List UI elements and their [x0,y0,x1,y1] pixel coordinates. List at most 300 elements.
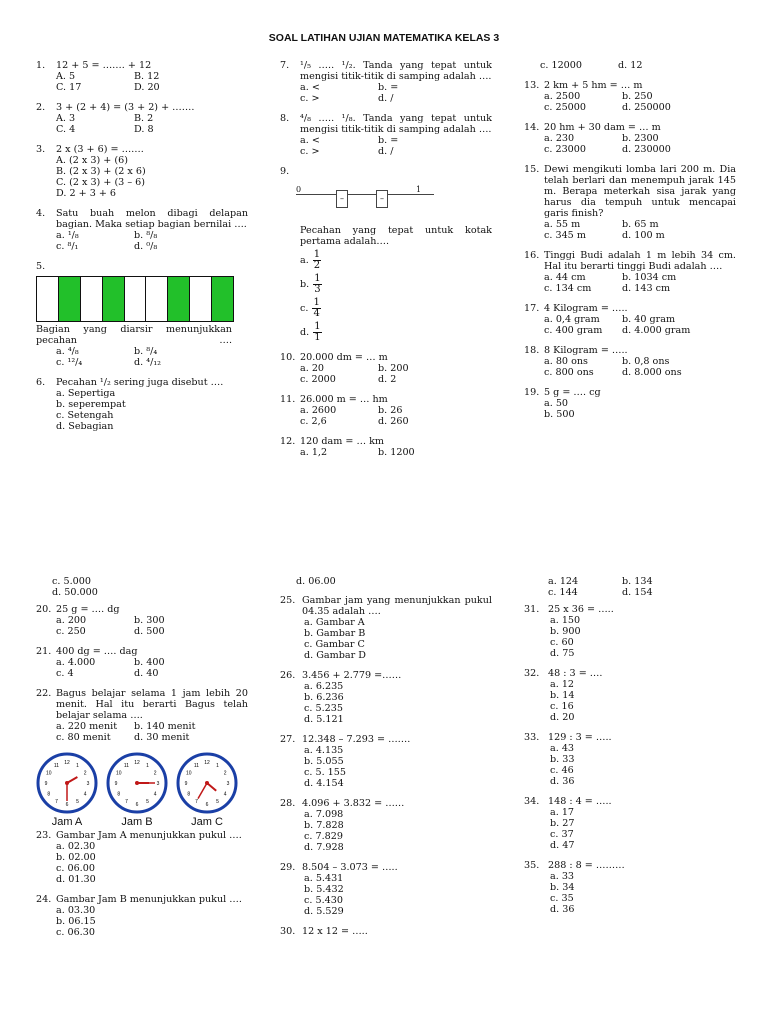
answer-option: b. = [378,135,399,146]
question-number: 32. [524,668,540,679]
answer-option: a. 200 [56,615,87,626]
question-item [36,604,248,637]
question-number: 11. [280,394,296,405]
question-item [280,734,492,789]
clock-numeral: 7 [195,799,198,806]
question-header [280,113,492,135]
answer-option: c. 37 [550,829,574,840]
answer-option: A. 5 [56,71,76,82]
question-header [280,926,492,937]
answer-option: c. 7.829 [304,831,343,842]
answer-option: b. 40 gram [622,314,676,325]
clock-numeral: 1 [146,762,149,769]
clock-numeral: 2 [153,770,157,777]
question-number: 31. [524,604,540,615]
answer-option: c. 35 [550,893,574,904]
answer-options [550,615,736,659]
answer-options [56,657,248,679]
answer-option: C. 17 [56,82,82,93]
question-header [280,734,492,745]
clock-label: Jam A [51,816,83,828]
answer-option: b. 250 [622,91,653,102]
answer-option: c. 5.430 [304,895,343,906]
answer-option: b. = [378,82,399,93]
answer-option: b. 27 [550,818,575,829]
question-number: 10. [280,352,296,363]
question-number: 35. [524,860,540,871]
answer-option: A. 3 [56,113,76,124]
fraction [312,298,320,319]
option-letter: b. [300,279,310,290]
question-number: 28. [280,798,296,809]
question-number: 22. [36,688,52,699]
answer-option: a. 150 [550,615,581,626]
question-item [36,60,248,93]
answer-option: b. 02.00 [56,852,96,863]
answer-options [304,873,492,917]
question-header [524,860,736,871]
answer-option: d. ⁰/₈ [134,241,158,252]
answer-option: a. 4.135 [304,745,344,756]
question-item [36,144,248,199]
question-text: Bagus belajar selama 1 jam lebih 20 menit. Hal itu berarti Bagus telah belajar selama …. [56,688,248,721]
answer-option: c. 23000 [544,144,586,155]
answer-options [544,398,736,420]
answer-option: d. Gambar D [304,650,366,661]
question-header [524,250,736,272]
answer-option: a. 124 [548,576,579,587]
answer-option: b. 5.432 [304,884,344,895]
answer-option: d. 50.000 [52,587,98,598]
fraction [313,322,321,343]
answer-options [300,405,492,427]
clock-numeral: 5 [146,799,149,806]
question-text: 12 x 12 = ….. [302,926,368,937]
question-item [524,860,736,915]
answer-options [56,615,248,637]
question-number: 21. [36,646,52,657]
clock-numeral: 8 [117,791,121,798]
answer-option: d. 260 [378,416,409,427]
clock-numeral: 12 [134,760,140,766]
question-number: 30. [280,926,296,937]
answer-options [300,447,492,458]
question-number: 8. [280,113,290,124]
answer-options [544,272,736,294]
clock-numeral: 12 [204,760,210,766]
clock-numeral: 9 [184,781,188,787]
answer-options [544,91,736,113]
answer-option: c. 06.00 [56,863,95,874]
answer-option [300,322,492,343]
question-header [524,303,736,314]
question-text: 20 hm + 30 dam = … m [544,122,661,133]
answer-option: b. Gambar B [304,628,366,639]
question-number: 1. [36,60,46,71]
empty-box: – [376,190,388,208]
answer-option: b. 14 [550,690,575,701]
answer-option: a. 230 [544,133,575,144]
column-2-bottom [280,576,492,946]
answer-options [304,681,492,725]
fraction [313,250,321,271]
question-header [280,394,492,405]
answer-option: b. 200 [378,363,409,374]
denominator: 1 [314,332,321,343]
question-item [524,60,736,71]
question-number: 18. [524,345,540,356]
answer-options [56,71,248,93]
answer-option: b. 65 m [622,219,659,230]
question-number: 25. [280,595,296,606]
question-number: 15. [524,164,540,175]
answer-options [544,314,736,336]
question-text: 3.456 + 2.779 =…… [302,670,402,681]
option-letter: a. [300,255,309,266]
question-header [280,798,492,809]
numerator: 1 [313,297,320,308]
question-text: Bagian yang diarsir menunjukkan pecahan …. [36,324,232,346]
answer-option: a. 44 cm [544,272,586,283]
answer-option: b. 2300 [622,133,659,144]
question-item [524,80,736,113]
answer-option: c. 400 gram [544,325,603,336]
question-text: 12 + 5 = ……. + 12 [56,60,152,71]
answer-option: c. Setengah [56,410,114,421]
answer-option: a. 12 [550,679,575,690]
question-item [280,436,492,458]
answer-options [304,745,492,789]
question-number: 19. [524,387,540,398]
answer-options [300,135,492,157]
answer-option: b. 0,8 ons [622,356,670,367]
answer-option: a. 20 [300,363,325,374]
question-text: Gambar Jam B menunjukkan pukul …. [56,894,242,905]
question-header [280,352,492,363]
question-header [524,345,736,356]
question-header [36,894,248,905]
answer-options [544,133,736,155]
clock-face [36,752,98,814]
question-item [36,688,248,743]
answer-option: d. 47 [550,840,575,851]
answer-option: a. 5.431 [304,873,344,884]
answer-options [550,679,736,723]
answer-option: c. 46 [550,765,574,776]
option-letter: c. [300,303,309,314]
answer-option: b. 6.236 [304,692,344,703]
question-header [36,60,248,71]
answer-option: c. 12000 [540,60,582,71]
question-header [524,604,736,615]
answer-option: a. ¹/₈ [56,230,79,241]
question-number: 12. [280,436,296,447]
answer-option: a. 02.30 [56,841,96,852]
answer-option: a. Sepertiga [56,388,116,399]
answer-option: a. 55 m [544,219,581,230]
answer-option: d. 5.121 [304,714,344,725]
answer-option: d. 154 [622,587,653,598]
answer-option: a. 7.098 [304,809,344,820]
question-header [36,144,248,155]
question-header [280,670,492,681]
answer-option: d. 06.00 [296,576,336,587]
clock-2 [106,752,168,828]
clock-numeral: 6 [205,802,209,808]
number-line [290,185,440,215]
answer-options [540,60,736,71]
answer-option: d. 230000 [622,144,671,155]
question-item [36,208,248,252]
clock-numeral: 3 [226,781,230,787]
question-item [524,250,736,294]
answer-option: d. 8.000 ons [622,367,682,378]
clock-numeral: 11 [193,762,200,769]
answer-option: c. 5.000 [52,576,91,587]
question-header [524,122,736,133]
option-letter: d. [300,327,310,338]
question-item [280,60,492,104]
question-text: Satu buah melon dibagi delapan bagian. Maka setiap bagian bernilai …. [56,208,248,230]
question-text: 25 g = …. dg [56,604,120,615]
answer-option: c. > [300,93,320,104]
answer-option: a. ⁴/₈ [56,346,79,357]
question-header [36,830,248,841]
answer-option: c. 144 [548,587,578,598]
answer-option: d. 4.154 [304,778,344,789]
answer-option: c. 60 [550,637,574,648]
answer-option: a. < [300,82,320,93]
question-number: 5. [36,261,46,272]
question-header [36,688,248,721]
question-text: Tinggi Budi adalah 1 m lebih 34 cm. Hal itu berarti tinggi Budi adalah …. [544,250,736,272]
answer-option: d. / [378,146,394,157]
question-item [36,102,248,135]
answer-option: B. (2 x 3) + (2 x 6) [56,166,146,177]
question-header [36,604,248,615]
clock-1 [36,752,98,828]
answer-option: b. 400 [134,657,165,668]
answer-option: a. Gambar A [304,617,365,628]
answer-option: a. 50 [544,398,569,409]
answer-option [300,298,492,319]
answer-options [550,743,736,787]
clock-numeral: 9 [114,781,118,787]
answer-option: d. 36 [550,776,575,787]
answer-option: b. 7.828 [304,820,344,831]
clock-numeral: 1 [216,762,219,769]
clock-numeral: 8 [187,791,191,798]
answer-option: B. 12 [134,71,160,82]
answer-option: a. 80 ons [544,356,588,367]
question-number: 27. [280,734,296,745]
clock-numeral: 8 [47,791,51,798]
question-number: 23. [36,830,52,841]
answer-option: b. 500 [544,409,575,420]
answer-option: d. / [378,93,394,104]
denominator: 2 [313,260,321,271]
answer-option: d. 2 [378,374,397,385]
question-text: Pecahan ¹/₂ sering juga disebut …. [56,377,224,388]
answer-options [550,871,736,915]
question-header [36,208,248,230]
answer-option: b. 26 [378,405,403,416]
question-text: 12.348 – 7.293 = ……. [302,734,411,745]
question-6 [36,377,248,432]
answer-option: D. 8 [134,124,154,135]
clock-numeral: 4 [153,791,157,798]
answer-option: a. < [300,135,320,146]
column-1-bottom [36,576,248,947]
question-item [524,345,736,378]
answer-option: a. 220 menit [56,721,118,732]
question-text: 2 km + 5 hm = … m [544,80,643,91]
question-item [524,604,736,659]
answer-options [56,230,248,252]
answer-option: c. 06.30 [56,927,95,938]
question-text: 400 dg = …. dag [56,646,138,657]
column-3-top [524,60,736,429]
answer-option [300,250,492,271]
clock-label: Jam C [191,816,223,828]
question-header [524,668,736,679]
question-number: 24. [36,894,52,905]
answer-option: a. 6.235 [304,681,344,692]
answer-option: c. ⁸/₁ [56,241,79,252]
answer-option: b. 06.15 [56,916,96,927]
question-text: 129 : 3 = ….. [548,732,612,743]
question-text: Pecahan yang tepat untuk kotak pertama adalah…. [300,225,492,247]
answer-option: c. 5. 155 [304,767,346,778]
question-item [280,670,492,725]
answer-option: c. > [300,146,320,157]
answer-option: d. 5.529 [304,906,344,917]
answer-option: b. 140 menit [134,721,196,732]
clock-face [106,752,168,814]
clock-face [176,752,238,814]
question-text: 26.000 m = … hm [300,394,388,405]
answer-option: b. 5.055 [304,756,344,767]
column-2-top [280,60,492,467]
question-item [280,595,492,661]
answer-option: d. 01.30 [56,874,96,885]
answer-option [300,274,492,295]
denominator: 3 [314,284,321,295]
question-number: 33. [524,732,540,743]
question-header [524,164,736,219]
question-text: 288 : 8 = ……… [548,860,625,871]
answer-option: c. 250 [56,626,86,637]
clock-numeral: 2 [223,770,227,777]
answer-option: b. 34 [550,882,575,893]
clock-numeral: 6 [65,802,69,808]
question-header [280,595,492,617]
question-text: 3 + (2 + 4) = (3 + 2) + ……. [56,102,195,113]
question-header [280,862,492,873]
clock-numeral: 10 [116,770,122,777]
answer-option: d. 40 [134,668,159,679]
answer-option: D. 2 + 3 + 6 [56,188,117,199]
question-text: 4.096 + 3.832 = …… [302,798,405,809]
answer-option: c. 134 cm [544,283,592,294]
question-text: Gambar jam yang menunjukkan pukul 04.35 adalah …. [302,595,492,617]
answer-option: b. ⁸/₄ [134,346,158,357]
numerator: 1 [314,273,321,284]
answer-options [544,219,736,241]
answer-option: d. 4.000 gram [622,325,691,336]
answer-option: c. 2,6 [300,416,327,427]
clock-label: Jam B [121,816,153,828]
fraction-bar [36,276,234,322]
question-text: Dewi mengikuti lomba lari 200 m. Dia telah berlari dan menempuh jarak 145 m. Berapa meterkah sisa jarak yang harus dia tempuh untuk mencapai garis finish? [544,164,736,219]
numerator: 1 [313,249,321,260]
answer-option: d. Sebagian [56,421,114,432]
clock-3 [176,752,238,828]
answer-option: a. 43 [550,743,575,754]
question-text: 20.000 dm = … m [300,352,388,363]
answer-options [304,617,492,661]
question-text: ¹/₅ ….. ¹/₂. Tanda yang tepat untuk mengisi titik-titik di samping adalah …. [300,60,492,82]
one-label: 1 [416,185,422,194]
question-text: 148 : 4 = ….. [548,796,612,807]
question-text: 8.504 – 3.073 = ….. [302,862,398,873]
question-text: 2 x (3 + 6) = ……. [56,144,144,155]
question-number: 16. [524,250,540,261]
question-item [36,830,248,885]
answer-option: d. 500 [134,626,165,637]
answer-options [56,113,248,135]
question-header [524,387,736,398]
answer-option: A. (2 x 3) + (6) [56,155,128,166]
answer-option: c. Gambar C [304,639,365,650]
clock-numeral: 7 [125,799,128,806]
answer-options [304,809,492,853]
question-item [524,668,736,723]
clock-numeral: 11 [123,762,130,769]
answer-option: C. 4 [56,124,76,135]
question-text: 4 Kilogram = ….. [544,303,628,314]
question-number: 9. [280,166,290,177]
answer-option: a. 33 [550,871,575,882]
answer-option: c. 5.235 [304,703,343,714]
question-number: 34. [524,796,540,807]
question-header [280,436,492,447]
question-item [524,122,736,155]
answer-options [56,905,248,938]
answer-option: d. 250000 [622,102,671,113]
question-header [280,60,492,82]
answer-option: d. 20 [550,712,575,723]
clock-numeral: 6 [135,802,139,808]
answer-option: c. 800 ons [544,367,594,378]
question-number: 13. [524,80,540,91]
answer-option: d. 36 [550,904,575,915]
question-item [524,387,736,420]
question-number: 4. [36,208,46,219]
clock-numeral: 7 [55,799,58,806]
answer-option: c. 345 m [544,230,586,241]
clock-numeral: 12 [64,760,70,766]
question-item [280,798,492,853]
question-number: 3. [36,144,46,155]
answer-option: d. 30 menit [134,732,190,743]
answer-option: a. 1,2 [300,447,328,458]
question-item [36,894,248,938]
fraction [313,274,321,295]
empty-box: – [336,190,348,208]
question-item [524,303,736,336]
answer-option: a. 17 [550,807,575,818]
